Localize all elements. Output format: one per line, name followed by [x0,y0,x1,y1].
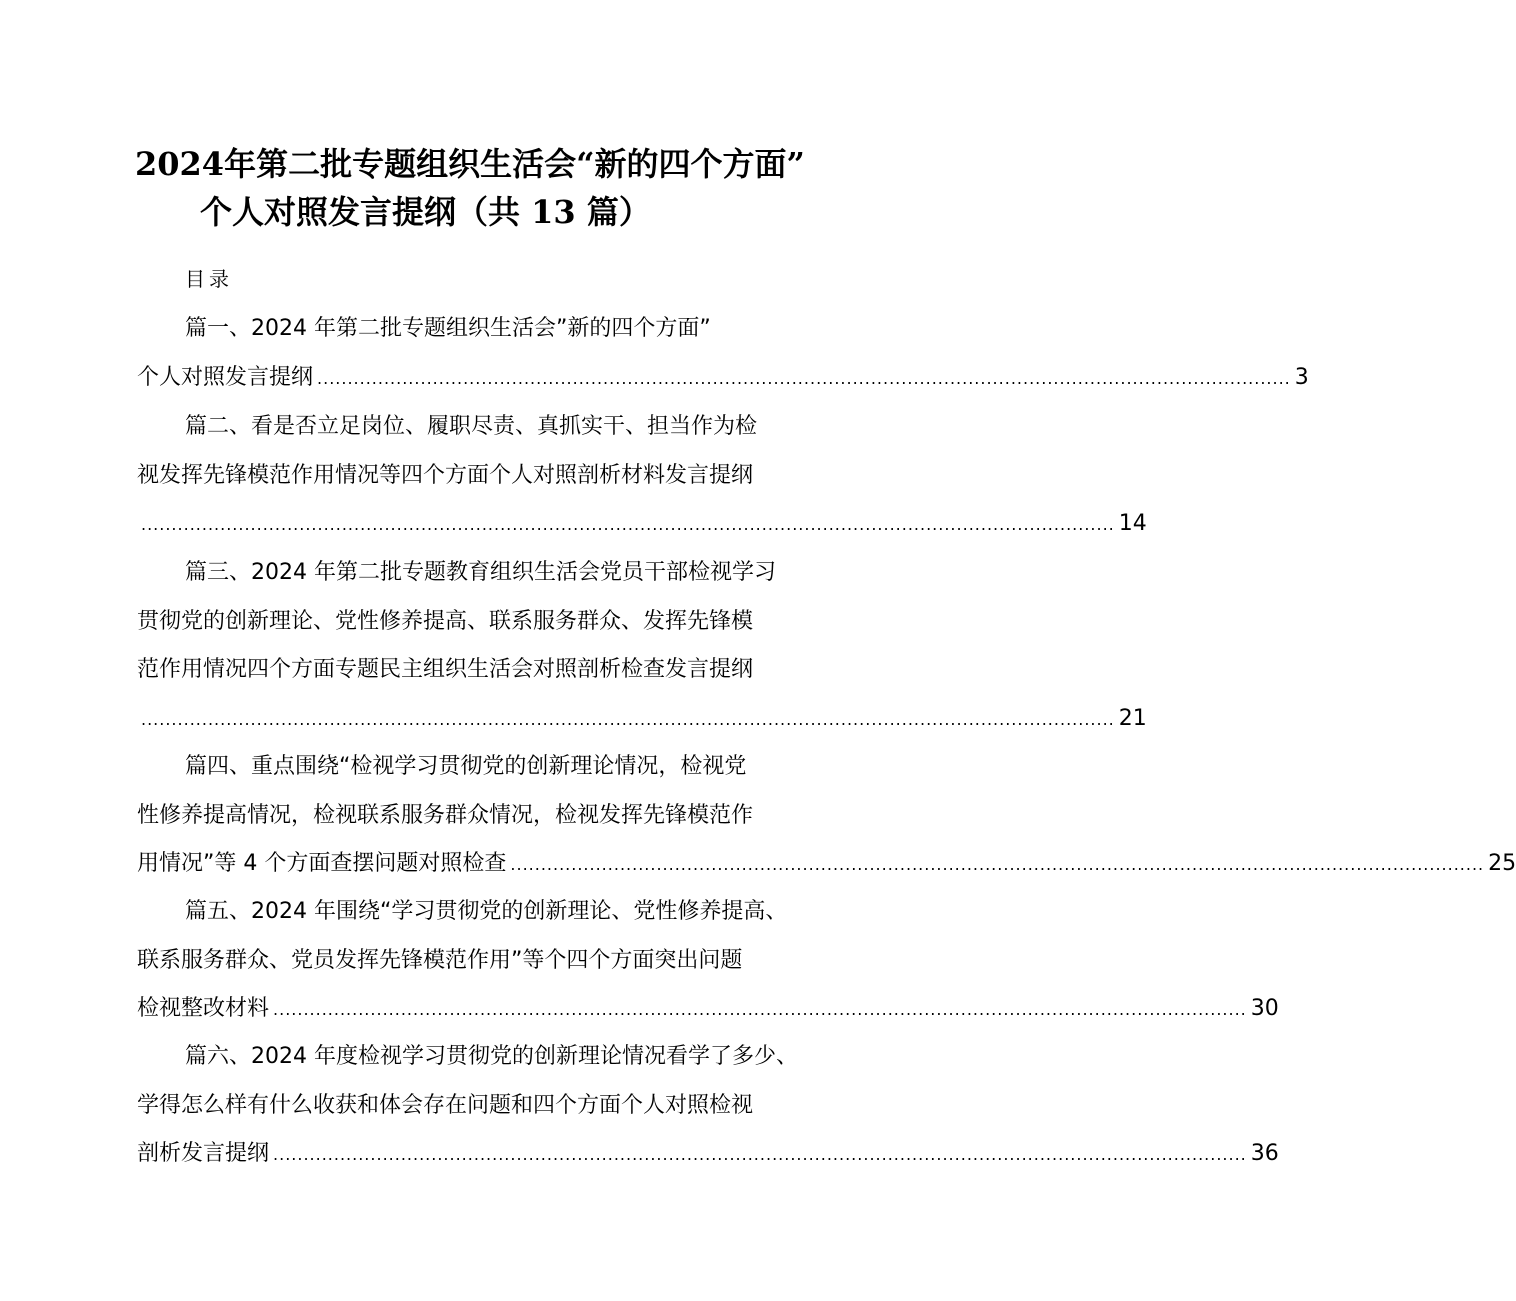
toc-entry-1-leader: ................................................................................................................................................................ [317,369,1291,388]
toc-entry-2-line-2[interactable]: 视发挥先锋模范作用情况等四个方面个人对照剖析材料发言提纲 [137,463,754,488]
toc-entry-5-text: 检视整改材料 [137,996,270,1021]
toc-entry-4-text: 用情况”等 4 个方面查摆问题对照检查 [137,851,507,876]
toc-entry-1-last-line[interactable] [137,361,1309,396]
toc-entry-3-line-2[interactable]: 贯彻党的创新理论、党性修养提高、联系服务群众、发挥先锋模 [137,609,754,634]
toc-heading: 目录 [185,267,233,291]
toc-entry-6-line-2[interactable]: 学得怎么样有什么收获和体会存在问题和四个方面个人对照检视 [137,1093,754,1118]
toc-entry-4-last-line[interactable] [137,847,1516,882]
toc-entry-4-line-1[interactable]: 篇四、重点围绕“检视学习贯彻党的创新理论情况，检视党 [185,754,747,779]
toc-entry-5-leader: ................................................................................................................................................................ [273,1000,1247,1019]
toc-entry-5-last-line[interactable] [137,992,1279,1027]
document-title-line-2: 个人对照发言提纲（共 13 篇） [200,193,651,231]
toc-entry-3-line-3[interactable]: 范作用情况四个方面专题民主组织生活会对照剖析检查发言提纲 [137,657,754,682]
toc-entry-6-leader: ................................................................................................................................................................ [273,1145,1247,1164]
toc-entry-1-text: 个人对照发言提纲 [137,365,314,390]
toc-entry-1-line-1[interactable]: 篇一、2024 年第二批专题组织生活会”新的四个方面” [185,316,711,341]
toc-entry-6-page: 36 [1250,1141,1279,1166]
toc-entry-2-line-1[interactable]: 篇二、看是否立足岗位、履职尽责、真抓实干、担当作为检 [185,414,758,439]
toc-entry-4-leader: ................................................................................................................................................................ [510,855,1485,874]
toc-entry-6-text: 剖析发言提纲 [137,1141,270,1166]
toc-entry-4-page: 25 [1488,851,1516,876]
toc-entry-4-line-2[interactable]: 性修养提高情况，检视联系服务群众情况，检视发挥先锋模范作 [137,803,754,828]
toc-entry-2-last-line[interactable] [137,507,1147,542]
toc-entry-3-leader: ................................................................................................................................................................ [141,710,1115,729]
toc-entry-3-last-line[interactable] [137,702,1147,737]
toc-entry-5-page: 30 [1250,996,1279,1021]
toc-entry-6-line-1[interactable]: 篇六、2024 年度检视学习贯彻党的创新理论情况看学了多少、 [185,1044,798,1069]
document-title-line-1: 2024年第二批专题组织生活会“新的四个方面” [135,145,805,183]
toc-entry-6-last-line[interactable] [137,1137,1279,1172]
toc-entry-2-leader: ................................................................................................................................................................ [141,515,1115,534]
toc-entry-1-page: 3 [1294,365,1309,390]
toc-entry-3-line-1[interactable]: 篇三、2024 年第二批专题教育组织生活会党员干部检视学习 [185,560,776,585]
toc-entry-5-line-1[interactable]: 篇五、2024 年围绕“学习贯彻党的创新理论、党性修养提高、 [185,899,788,924]
toc-entry-5-line-2[interactable]: 联系服务群众、党员发挥先锋模范作用”等个四个方面突出问题 [137,948,743,973]
toc-entry-2-page: 14 [1118,511,1147,536]
toc-entry-3-page: 21 [1118,706,1147,731]
